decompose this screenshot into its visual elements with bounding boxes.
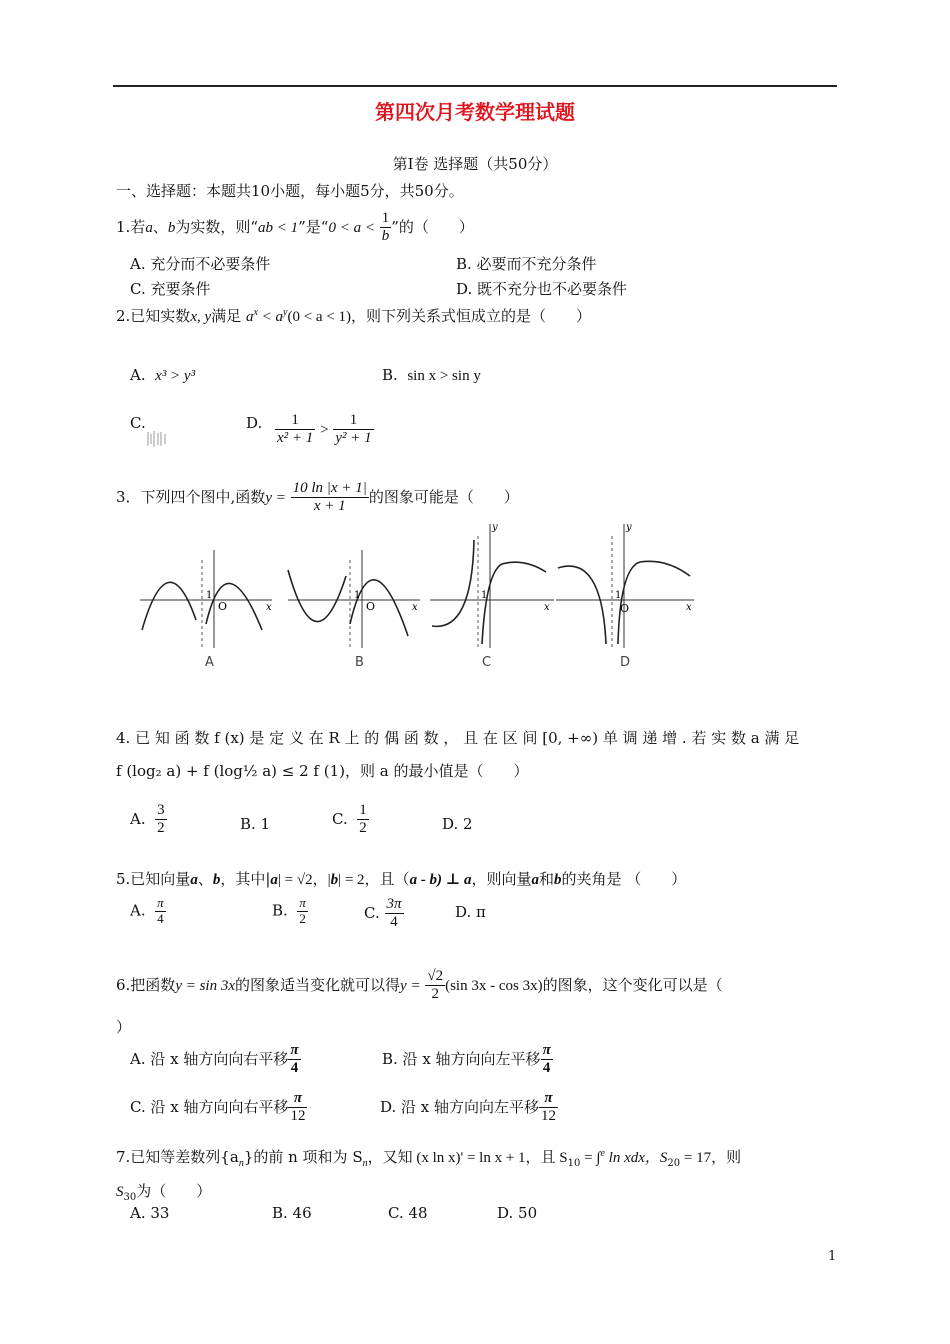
question-5: 5.已知向量a、b，其中|a| = √2，|b| = 2，且（a - b) ⊥ a，则向量a和b的夹角是 （ ） [116, 870, 687, 888]
q2-option-d: D. [246, 414, 263, 432]
q1-option-a: A. 充分而不必要条件 [130, 255, 271, 273]
q6-option-a: A. 沿 x 轴方向向右平移 $\frac{\pi}{4}$ [130, 1042, 299, 1077]
svg-text:x: x [266, 602, 272, 613]
q7-option-b: B. 46 [272, 1204, 312, 1222]
question-4-line1: 4. 已 知 函 数 f (x) 是 定 义 在 R 上 的 偶 函 数 ， 且 在 区 间 [0, +∞) 单 调 递 增 . 若 实 数 a 满 足 [116, 729, 800, 747]
graph-label-d: D [620, 655, 631, 670]
q6-option-c: C. 沿 x 轴方向向右平移 $\frac{\pi}{12}$ [130, 1090, 306, 1125]
q3-graph-c [428, 520, 558, 650]
q3-graph-d [554, 520, 700, 650]
page-title: 第四次月考数学理试题 [375, 100, 575, 124]
q7-option-a: A. 33 [130, 1204, 170, 1222]
q2-option-c: C. [130, 414, 146, 432]
q4-option-b: B. 1 [240, 815, 271, 833]
question-6-close: ） [116, 1018, 132, 1036]
q7-option-c: C. 48 [388, 1204, 428, 1222]
svg-text:1: 1 [206, 590, 213, 601]
svg-text:1: 1 [354, 590, 361, 601]
svg-text:y: y [492, 522, 498, 533]
q5-option-b: B. $\frac{\pi}{2}$ [272, 895, 306, 926]
q6-option-b: B. 沿 x 轴方向向左平移 $\frac{\pi}{4}$ [382, 1042, 551, 1077]
q4-option-d: D. 2 [442, 815, 473, 833]
q5-option-a: A. $\frac{\pi}{4}$ [130, 895, 164, 926]
question-2: 2.已知实数x, y满足 $a^x < a^y(0 < a < 1)$，则下列关系式恒成立的是（ ） [116, 307, 592, 325]
svg-text:x: x [544, 602, 550, 613]
q1-fraction: $\frac{1}{b}$ [381, 210, 390, 245]
q7-option-d: D. 50 [497, 1204, 538, 1222]
question-3: 3．下列四个图中,函数y = $\frac{10 \ln |x + 1|}{x + 1}$ 的图象可能是（ ） [116, 480, 519, 515]
q2-option-c-garbled-image [146, 428, 168, 450]
q2-option-b: B. sin x > sin y [382, 366, 481, 384]
q5-option-d: D. π [455, 903, 486, 921]
svg-text:1: 1 [615, 590, 622, 601]
q3-graph-a [136, 520, 276, 650]
svg-text:x: x [412, 602, 418, 613]
part-heading: 一、选择题：本题共10小题，每小题5分，共50分。 [116, 182, 464, 200]
question-4-line2: f (log₂ a) + f (log½ a) ≤ 2 f (1)，则 a 的最小值是（ ） [116, 762, 529, 780]
svg-text:x: x [686, 602, 692, 613]
question-1: 1.若a、b为实数，则“ab < 1”是“0 < a < $\frac{1}{b}$ ”的（ ） [116, 210, 474, 245]
page-number: 1 [828, 1249, 837, 1264]
svg-text:y: y [626, 522, 632, 533]
svg-text:O: O [366, 600, 376, 613]
graph-label-a: A [205, 655, 214, 670]
section-heading: 第Ⅰ卷 选择题（共50分） [392, 155, 558, 173]
question-6: 6.把函数y = sin 3x的图象适当变化就可以得y = $\frac{√2}{2}$ (sin 3x - cos 3x)的图象，这个变化可以是（ [116, 968, 723, 1003]
question-7-line1: 7.已知等差数列$\{a_n\}$的前 n 项和为 $S_n$，又知 (x ln x)' = ln x + 1，且 $S_{10} = \int^e$ ln xdx，$S_{20} = 17$，则 [116, 1148, 742, 1169]
q3-graph-b [284, 520, 424, 650]
question-7-line2: $S_{30}$为（ ） [116, 1182, 212, 1203]
q2-option-d-math: $\frac{1}{\text{x² + 1}}$ > $\frac{1}{\text{y² + 1}}$ [277, 412, 372, 447]
q1-option-b: B. 必要而不充分条件 [456, 255, 597, 273]
top-rule [113, 85, 837, 87]
q1-option-d: D. 既不充分也不必要条件 [456, 280, 628, 298]
q4-option-a: A. $\frac{3}{2}$ [130, 802, 165, 837]
svg-text:O: O [218, 600, 228, 613]
svg-text:O: O [620, 602, 630, 615]
q4-option-c: C. $\frac{1}{2}$ [332, 802, 367, 837]
q5-option-c: C. $\frac{3\pi}{4}$ [364, 896, 402, 931]
graph-label-c: C [482, 655, 492, 670]
q1-option-c: C. 充要条件 [130, 280, 211, 298]
q2-option-a: A. x³ > y³ [130, 366, 196, 384]
q6-option-d: D. 沿 x 轴方向向左平移 $\frac{\pi}{12}$ [380, 1090, 557, 1125]
q3-fraction: $\frac{10 \ln |x + 1|}{x + 1}$ [292, 480, 367, 515]
svg-text:1: 1 [481, 590, 488, 601]
graph-label-b: B [355, 655, 364, 670]
